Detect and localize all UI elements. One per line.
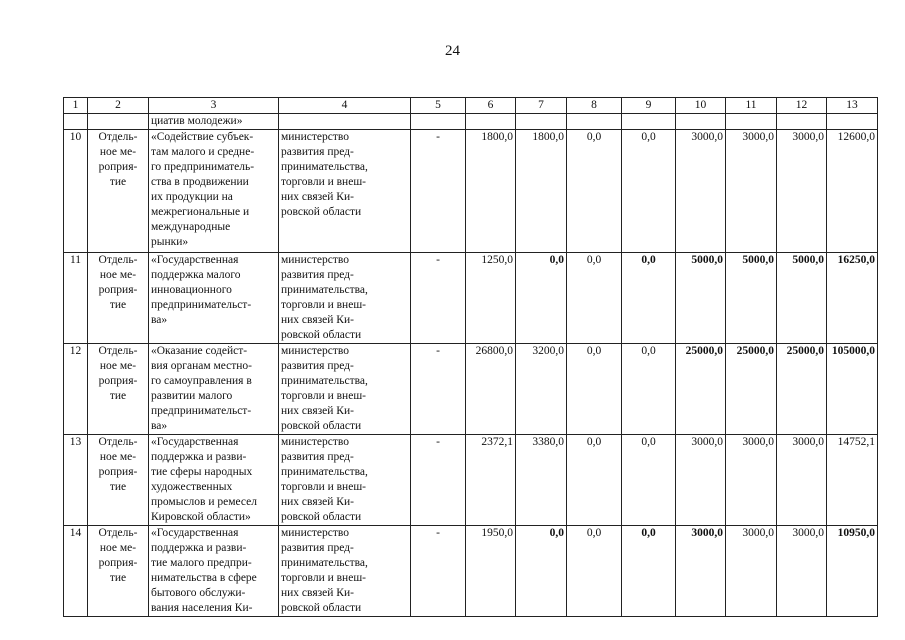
program-table <box>63 97 878 617</box>
value-col-9: 0,0 <box>622 253 676 344</box>
value-col-5: - <box>411 526 466 617</box>
continuation-cell <box>676 114 726 130</box>
continuation-cell <box>567 114 622 130</box>
value-col-7: 1800,0 <box>516 130 567 253</box>
value-col-5: - <box>411 435 466 526</box>
executor: министерство развития пред- принимательства, торговли и внеш- них связей Ки- ровской области <box>279 526 411 617</box>
header-cell: 3 <box>149 98 279 114</box>
value-col-5: - <box>411 130 466 253</box>
value-col-10: 3000,0 <box>676 435 726 526</box>
value-col-13: 105000,0 <box>827 344 878 435</box>
header-row <box>64 98 878 114</box>
executor: министерство развития пред- принимательства, торговли и внеш- них связей Ки- ровской области <box>279 344 411 435</box>
header-cell: 5 <box>411 98 466 114</box>
value-col-10: 25000,0 <box>676 344 726 435</box>
continuation-cell <box>411 114 466 130</box>
continuation-cell <box>466 114 516 130</box>
header-cell: 8 <box>567 98 622 114</box>
value-col-8: 0,0 <box>567 253 622 344</box>
value-col-11: 3000,0 <box>726 435 777 526</box>
event-type: Отдель- ное ме- роприя- тие <box>88 526 149 617</box>
value-col-6: 1250,0 <box>466 253 516 344</box>
value-col-6: 1800,0 <box>466 130 516 253</box>
event-name: «Оказание содейст- вия органам местно- го самоуправления в развитии малого предпринимательст- ва» <box>149 344 279 435</box>
table-row <box>64 253 878 344</box>
value-col-5: - <box>411 253 466 344</box>
continuation-cell <box>777 114 827 130</box>
table-row <box>64 344 878 435</box>
value-col-13: 12600,0 <box>827 130 878 253</box>
page-number: 24 <box>445 43 460 59</box>
value-col-9: 0,0 <box>622 130 676 253</box>
continuation-cell <box>279 114 411 130</box>
row-number: 10 <box>64 130 88 253</box>
continuation-row <box>64 114 878 130</box>
continuation-cell <box>64 114 88 130</box>
value-col-11: 5000,0 <box>726 253 777 344</box>
event-type: Отдель- ное ме- роприя- тие <box>88 130 149 253</box>
executor: министерство развития пред- принимательства, торговли и внеш- них связей Ки- ровской области <box>279 130 411 253</box>
value-col-8: 0,0 <box>567 344 622 435</box>
value-col-11: 25000,0 <box>726 344 777 435</box>
header-cell: 12 <box>777 98 827 114</box>
event-type: Отдель- ное ме- роприя- тие <box>88 253 149 344</box>
value-col-12: 3000,0 <box>777 130 827 253</box>
value-col-10: 3000,0 <box>676 130 726 253</box>
value-col-8: 0,0 <box>567 130 622 253</box>
value-col-12: 3000,0 <box>777 435 827 526</box>
value-col-9: 0,0 <box>622 435 676 526</box>
table-row <box>64 526 878 617</box>
value-col-7: 3380,0 <box>516 435 567 526</box>
row-number: 11 <box>64 253 88 344</box>
event-type: Отдель- ное ме- роприя- тие <box>88 344 149 435</box>
row-number: 14 <box>64 526 88 617</box>
value-col-6: 1950,0 <box>466 526 516 617</box>
value-col-11: 3000,0 <box>726 130 777 253</box>
row-number: 12 <box>64 344 88 435</box>
header-cell: 2 <box>88 98 149 114</box>
event-type: Отдель- ное ме- роприя- тие <box>88 435 149 526</box>
value-col-9: 0,0 <box>622 344 676 435</box>
value-col-7: 0,0 <box>516 253 567 344</box>
value-col-8: 0,0 <box>567 526 622 617</box>
value-col-7: 0,0 <box>516 526 567 617</box>
executor: министерство развития пред- принимательства, торговли и внеш- них связей Ки- ровской области <box>279 253 411 344</box>
value-col-10: 5000,0 <box>676 253 726 344</box>
event-name: «Государственная поддержка и разви- тие сферы народных художественных промыслов и ремесел Кировской области» <box>149 435 279 526</box>
continuation-text: циатив молодежи» <box>149 114 279 130</box>
value-col-12: 3000,0 <box>777 526 827 617</box>
continuation-cell <box>827 114 878 130</box>
value-col-13: 16250,0 <box>827 253 878 344</box>
header-cell: 9 <box>622 98 676 114</box>
event-name: «Содействие субъек- там малого и средне- го предприниматель- ства в продвижении их продукции на межрегиональные и международные рынки» <box>149 130 279 253</box>
value-col-12: 5000,0 <box>777 253 827 344</box>
continuation-cell <box>622 114 676 130</box>
header-cell: 11 <box>726 98 777 114</box>
header-cell: 4 <box>279 98 411 114</box>
event-name: «Государственная поддержка малого инновационного предпринимательст- ва» <box>149 253 279 344</box>
executor: министерство развития пред- принимательства, торговли и внеш- них связей Ки- ровской области <box>279 435 411 526</box>
value-col-13: 14752,1 <box>827 435 878 526</box>
value-col-8: 0,0 <box>567 435 622 526</box>
value-col-6: 26800,0 <box>466 344 516 435</box>
continuation-cell <box>88 114 149 130</box>
continuation-cell <box>726 114 777 130</box>
header-cell: 13 <box>827 98 878 114</box>
header-cell: 7 <box>516 98 567 114</box>
value-col-7: 3200,0 <box>516 344 567 435</box>
header-cell: 10 <box>676 98 726 114</box>
value-col-10: 3000,0 <box>676 526 726 617</box>
value-col-13: 10950,0 <box>827 526 878 617</box>
value-col-9: 0,0 <box>622 526 676 617</box>
table-row <box>64 130 878 253</box>
table-row <box>64 435 878 526</box>
value-col-12: 25000,0 <box>777 344 827 435</box>
value-col-6: 2372,1 <box>466 435 516 526</box>
value-col-11: 3000,0 <box>726 526 777 617</box>
header-cell: 6 <box>466 98 516 114</box>
row-number: 13 <box>64 435 88 526</box>
value-col-5: - <box>411 344 466 435</box>
header-cell: 1 <box>64 98 88 114</box>
continuation-cell <box>516 114 567 130</box>
event-name: «Государственная поддержка и разви- тие малого предпри- нимательства в сфере бытового обслужи- вания населения Ки- <box>149 526 279 617</box>
